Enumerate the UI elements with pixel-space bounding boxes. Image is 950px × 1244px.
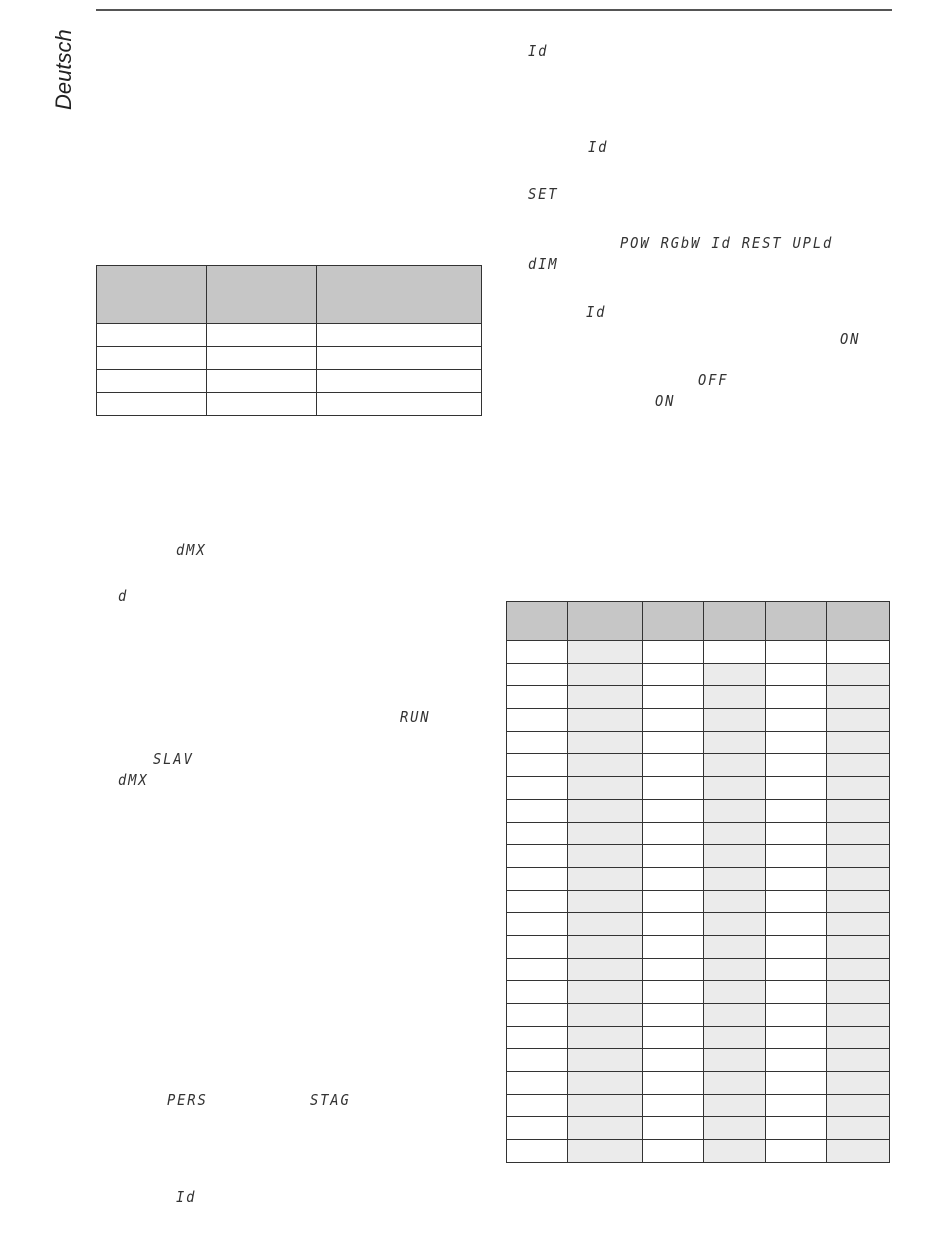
table-cell bbox=[643, 709, 704, 732]
table-cell bbox=[507, 913, 568, 936]
table-cell bbox=[827, 1094, 890, 1117]
table-cell bbox=[704, 867, 766, 890]
table-cell bbox=[507, 777, 568, 800]
table-cell bbox=[766, 845, 827, 868]
table-cell bbox=[827, 731, 890, 754]
table-cell bbox=[766, 822, 827, 845]
table-row bbox=[507, 709, 890, 732]
table-cell bbox=[766, 663, 827, 686]
table-row bbox=[507, 754, 890, 777]
table-cell bbox=[766, 731, 827, 754]
table-cell bbox=[507, 958, 568, 981]
table-cell bbox=[568, 845, 643, 868]
table-cell bbox=[766, 1049, 827, 1072]
table-cell bbox=[568, 731, 643, 754]
table-cell bbox=[704, 663, 766, 686]
table-cell bbox=[827, 913, 890, 936]
display-code-id: Id bbox=[176, 1188, 197, 1206]
table-cell bbox=[766, 754, 827, 777]
table-header-cell bbox=[507, 602, 568, 641]
table-cell bbox=[827, 1049, 890, 1072]
table-cell bbox=[704, 777, 766, 800]
table-cell bbox=[507, 1117, 568, 1140]
table-row bbox=[507, 731, 890, 754]
table-cell bbox=[827, 867, 890, 890]
table-cell bbox=[643, 935, 704, 958]
table-cell bbox=[766, 1094, 827, 1117]
table-cell bbox=[507, 1072, 568, 1095]
table-cell bbox=[704, 799, 766, 822]
table-cell bbox=[704, 1117, 766, 1140]
table-row bbox=[507, 799, 890, 822]
table-row bbox=[507, 822, 890, 845]
display-code-on-2: ON bbox=[655, 392, 676, 410]
table-cell bbox=[827, 709, 890, 732]
table-cell bbox=[317, 370, 482, 393]
table-row bbox=[507, 913, 890, 936]
table-cell bbox=[704, 1140, 766, 1163]
table-cell bbox=[568, 935, 643, 958]
table-cell bbox=[507, 641, 568, 664]
table-cell bbox=[507, 731, 568, 754]
display-code-stag: STAG bbox=[310, 1091, 351, 1109]
table-cell bbox=[704, 1049, 766, 1072]
display-code-off: OFF bbox=[698, 371, 729, 389]
table-cell bbox=[827, 1004, 890, 1027]
table-cell bbox=[507, 1094, 568, 1117]
table-row bbox=[507, 935, 890, 958]
table-cell bbox=[766, 799, 827, 822]
table-cell bbox=[643, 867, 704, 890]
table-row bbox=[507, 1026, 890, 1049]
table-cell bbox=[507, 822, 568, 845]
table-cell bbox=[97, 393, 207, 416]
table-cell bbox=[827, 1140, 890, 1163]
table-cell bbox=[766, 1117, 827, 1140]
table-cell bbox=[507, 935, 568, 958]
table-cell bbox=[317, 324, 482, 347]
table-cell bbox=[704, 935, 766, 958]
table-cell bbox=[207, 324, 317, 347]
table-cell bbox=[568, 958, 643, 981]
table-cell bbox=[704, 958, 766, 981]
table-row bbox=[507, 1094, 890, 1117]
large-table bbox=[506, 601, 890, 1163]
table-cell bbox=[568, 1072, 643, 1095]
table-cell bbox=[568, 1117, 643, 1140]
table-cell bbox=[643, 822, 704, 845]
table-cell bbox=[317, 393, 482, 416]
table-cell bbox=[766, 686, 827, 709]
table-cell bbox=[643, 958, 704, 981]
table-row bbox=[507, 686, 890, 709]
display-code-dmx-2: dMX bbox=[118, 771, 149, 789]
table-cell bbox=[704, 822, 766, 845]
table-cell bbox=[827, 754, 890, 777]
table-header-cell bbox=[704, 602, 766, 641]
table-cell bbox=[507, 754, 568, 777]
table-row bbox=[97, 347, 482, 370]
table-cell bbox=[704, 1004, 766, 1027]
table-cell bbox=[704, 1072, 766, 1095]
table-row bbox=[507, 1117, 890, 1140]
table-cell bbox=[704, 754, 766, 777]
table-cell bbox=[827, 822, 890, 845]
table-cell bbox=[766, 958, 827, 981]
table-cell bbox=[827, 890, 890, 913]
top-rule bbox=[96, 9, 892, 11]
table-cell bbox=[568, 867, 643, 890]
small-table bbox=[96, 265, 482, 416]
table-cell bbox=[507, 663, 568, 686]
table-cell bbox=[568, 1049, 643, 1072]
table-cell bbox=[704, 709, 766, 732]
display-code-run: RUN bbox=[400, 708, 431, 726]
table-row bbox=[507, 663, 890, 686]
table-header-cell bbox=[317, 266, 482, 324]
table-cell bbox=[704, 1094, 766, 1117]
table-row bbox=[507, 1004, 890, 1027]
table-cell bbox=[568, 799, 643, 822]
table-cell bbox=[507, 709, 568, 732]
table-cell bbox=[766, 981, 827, 1004]
table-cell bbox=[507, 686, 568, 709]
table-cell bbox=[643, 845, 704, 868]
table-cell bbox=[827, 845, 890, 868]
table-row bbox=[507, 958, 890, 981]
table-cell bbox=[507, 1004, 568, 1027]
table-cell bbox=[704, 845, 766, 868]
table-cell bbox=[97, 324, 207, 347]
table-cell bbox=[766, 641, 827, 664]
table-cell bbox=[507, 799, 568, 822]
table-cell bbox=[507, 890, 568, 913]
table-row bbox=[507, 777, 890, 800]
table-cell bbox=[507, 1049, 568, 1072]
table-cell bbox=[643, 1026, 704, 1049]
table-row bbox=[97, 370, 482, 393]
table-header-row bbox=[507, 602, 890, 641]
table-cell bbox=[827, 1026, 890, 1049]
display-code-pers: PERS bbox=[167, 1091, 208, 1109]
table-cell bbox=[507, 867, 568, 890]
table-cell bbox=[766, 913, 827, 936]
display-code-d: d bbox=[118, 587, 129, 605]
table-row bbox=[507, 641, 890, 664]
table-cell bbox=[766, 1004, 827, 1027]
table-row bbox=[97, 324, 482, 347]
table-cell bbox=[827, 686, 890, 709]
table-cell bbox=[568, 890, 643, 913]
table-cell bbox=[207, 393, 317, 416]
table-cell bbox=[643, 641, 704, 664]
table-cell bbox=[568, 641, 643, 664]
table-header-cell bbox=[207, 266, 317, 324]
table-header-cell bbox=[827, 602, 890, 641]
table-cell bbox=[643, 799, 704, 822]
table-cell bbox=[643, 981, 704, 1004]
display-code-dmx: dMX bbox=[176, 541, 207, 559]
table-cell bbox=[568, 754, 643, 777]
table-cell bbox=[568, 822, 643, 845]
table-cell bbox=[766, 1072, 827, 1095]
table-row bbox=[507, 890, 890, 913]
table-cell bbox=[568, 1140, 643, 1163]
table-cell bbox=[207, 347, 317, 370]
display-code-on-1: ON bbox=[840, 330, 861, 348]
table-row bbox=[507, 867, 890, 890]
table-cell bbox=[643, 1117, 704, 1140]
table-row bbox=[507, 1140, 890, 1163]
table-cell bbox=[827, 641, 890, 664]
table-row bbox=[97, 393, 482, 416]
table-header-cell bbox=[97, 266, 207, 324]
table-cell bbox=[643, 777, 704, 800]
display-code-id-3: Id bbox=[586, 303, 607, 321]
table-row bbox=[507, 845, 890, 868]
table-header-cell bbox=[643, 602, 704, 641]
table-cell bbox=[643, 686, 704, 709]
table-cell bbox=[507, 1140, 568, 1163]
table-cell bbox=[827, 663, 890, 686]
table-cell bbox=[568, 709, 643, 732]
display-code-dim: dIM bbox=[528, 255, 559, 273]
table-cell bbox=[704, 1026, 766, 1049]
table-cell bbox=[568, 777, 643, 800]
table-cell bbox=[568, 981, 643, 1004]
table-cell bbox=[704, 686, 766, 709]
table-cell bbox=[568, 913, 643, 936]
table-cell bbox=[827, 981, 890, 1004]
table-cell bbox=[704, 981, 766, 1004]
table-cell bbox=[317, 347, 482, 370]
table-cell bbox=[766, 1026, 827, 1049]
table-cell bbox=[643, 890, 704, 913]
table-cell bbox=[827, 935, 890, 958]
language-tab: Deutsch bbox=[51, 29, 76, 110]
table-cell bbox=[643, 1049, 704, 1072]
display-code-id-2: Id bbox=[588, 138, 609, 156]
table-cell bbox=[643, 1072, 704, 1095]
table-cell bbox=[643, 754, 704, 777]
table-cell bbox=[827, 1117, 890, 1140]
table-cell bbox=[643, 1140, 704, 1163]
table-header-cell bbox=[568, 602, 643, 641]
display-code-id-1: Id bbox=[528, 42, 549, 60]
table-cell bbox=[507, 981, 568, 1004]
table-cell bbox=[766, 867, 827, 890]
table-cell bbox=[827, 958, 890, 981]
table-cell bbox=[643, 1094, 704, 1117]
table-cell bbox=[766, 935, 827, 958]
table-cell bbox=[766, 709, 827, 732]
table-cell bbox=[568, 686, 643, 709]
table-cell bbox=[766, 890, 827, 913]
table-cell bbox=[704, 641, 766, 664]
table-cell bbox=[207, 370, 317, 393]
table-header-cell bbox=[766, 602, 827, 641]
display-code-menu-list: POW RGbW Id REST UPLd bbox=[620, 234, 834, 252]
table-cell bbox=[827, 799, 890, 822]
table-cell bbox=[827, 1072, 890, 1095]
table-row bbox=[507, 1049, 890, 1072]
table-cell bbox=[827, 777, 890, 800]
table-cell bbox=[568, 1004, 643, 1027]
table-cell bbox=[97, 347, 207, 370]
display-code-set: SET bbox=[528, 185, 559, 203]
table-cell bbox=[507, 1026, 568, 1049]
table-cell bbox=[704, 890, 766, 913]
table-cell bbox=[568, 1094, 643, 1117]
table-row bbox=[507, 1072, 890, 1095]
table-cell bbox=[643, 1004, 704, 1027]
table-cell bbox=[704, 913, 766, 936]
table-row bbox=[507, 981, 890, 1004]
table-cell bbox=[766, 777, 827, 800]
table-cell bbox=[643, 731, 704, 754]
table-cell bbox=[643, 913, 704, 936]
table-cell bbox=[97, 370, 207, 393]
table-cell bbox=[766, 1140, 827, 1163]
table-cell bbox=[643, 663, 704, 686]
table-cell bbox=[704, 731, 766, 754]
table-cell bbox=[568, 1026, 643, 1049]
table-cell bbox=[507, 845, 568, 868]
table-header-row bbox=[97, 266, 482, 324]
table-cell bbox=[568, 663, 643, 686]
display-code-slav: SLAV bbox=[153, 750, 194, 768]
